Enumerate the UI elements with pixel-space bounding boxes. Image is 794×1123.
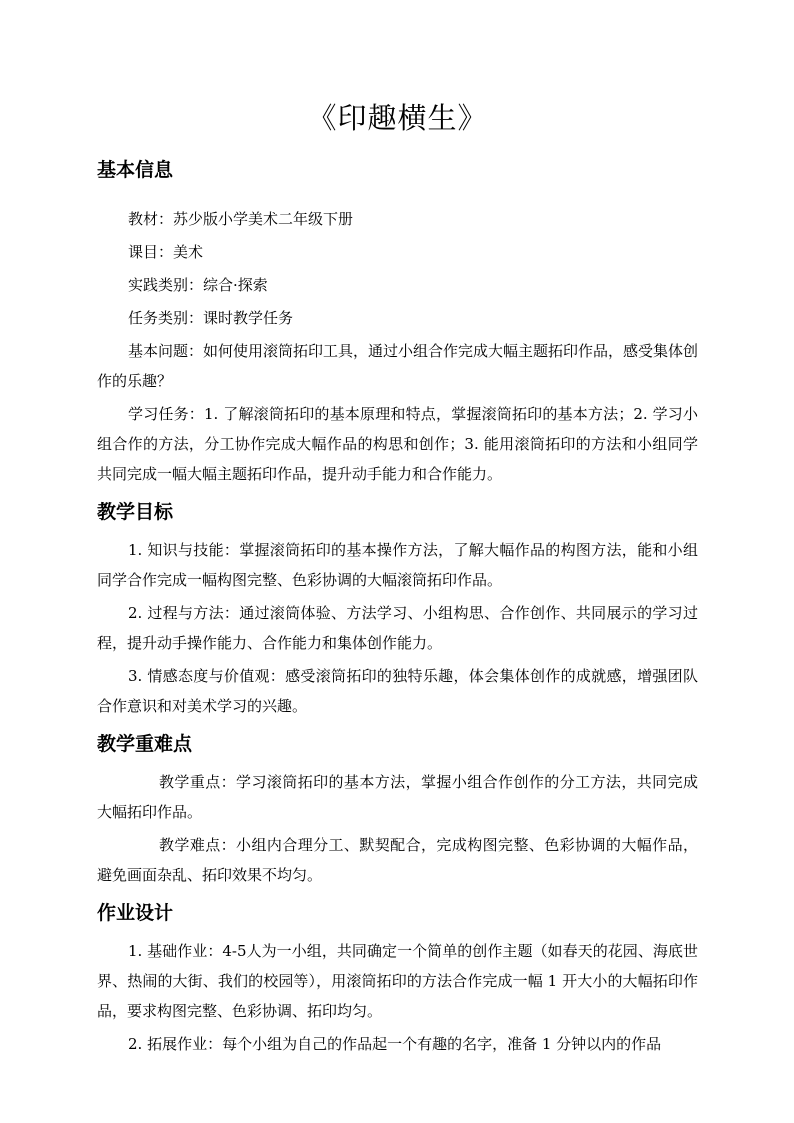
homework-extended: 2. 拓展作业：每个小组为自己的作品起一个有趣的名字，准备 1 分钟以内的作品 [128, 1035, 662, 1053]
goal-attitudes-values: 3. 情感态度与价值观：感受滚筒拓印的独特乐趣，体会集体创作的成就感，增强团队合作意识和对美术学习的兴趣。 [97, 667, 698, 715]
section-basic-info [97, 155, 698, 489]
info-basic-question: 基本问题：如何使用滚筒拓印工具，通过小组合作完成大幅主题拓印作品，感受集体创作的乐趣？ [97, 342, 699, 390]
homework-basic: 1. 基础作业：4-5人为一小组，共同确定一个简单的创作主题（如春天的花园、海底世界、热闹的大街、我们的校园等），用滚筒拓印的方法合作完成一幅 1 开大小的大幅拓印作品，要求构图完整、色彩协调、拓印均匀。 [97, 942, 698, 1020]
section-teaching-goals [97, 497, 698, 721]
info-task-type: 任务类别：课时教学任务 [128, 309, 294, 327]
goal-process-methods: 2. 过程与方法：通过滚筒体验、方法学习、小组构思、合作创作、共同展示的学习过程，提升动手操作能力、合作能力和集体创作能力。 [97, 604, 698, 652]
goal-knowledge-skills: 1. 知识与技能：掌握滚筒拓印的基本操作方法，了解大幅作品的构图方法，能和小组同学合作完成一幅构图完整、色彩协调的大幅滚筒拓印作品。 [97, 541, 698, 589]
section-heading-basic-info: 基本信息 [97, 159, 174, 181]
section-heading-teaching-goals: 教学目标 [97, 501, 174, 523]
section-heading-key-points: 教学重难点 [97, 733, 193, 755]
key-point: 教学重点：学习滚筒拓印的基本方法，掌握小组合作创作的分工方法，共同完成大幅拓印作品。 [97, 773, 698, 821]
info-textbook: 教材：苏少版小学美术二年级下册 [128, 210, 354, 228]
section-homework-design [97, 898, 698, 1059]
difficult-point: 教学难点：小组内合理分工、默契配合，完成构图完整、色彩协调的大幅作品，避免画面杂乱、拓印效果不均匀。 [97, 836, 698, 884]
info-practice-type: 实践类别：综合·探索 [128, 276, 268, 294]
document-title: 《印趣横生》 [307, 101, 488, 135]
section-key-difficult-points [97, 729, 698, 890]
section-heading-homework: 作业设计 [97, 902, 174, 924]
info-learning-tasks: 学习任务：1. 了解滚筒拓印的基本原理和特点，掌握滚筒拓印的基本方法；2. 学习小组合作的方法，分工协作完成大幅作品的构思和创作；3. 能用滚筒拓印的方法和小组同学共同完成一幅大幅主题拓印作品，提升动手能力和合作能力。 [97, 405, 698, 483]
info-subject: 课目：美术 [128, 243, 204, 261]
